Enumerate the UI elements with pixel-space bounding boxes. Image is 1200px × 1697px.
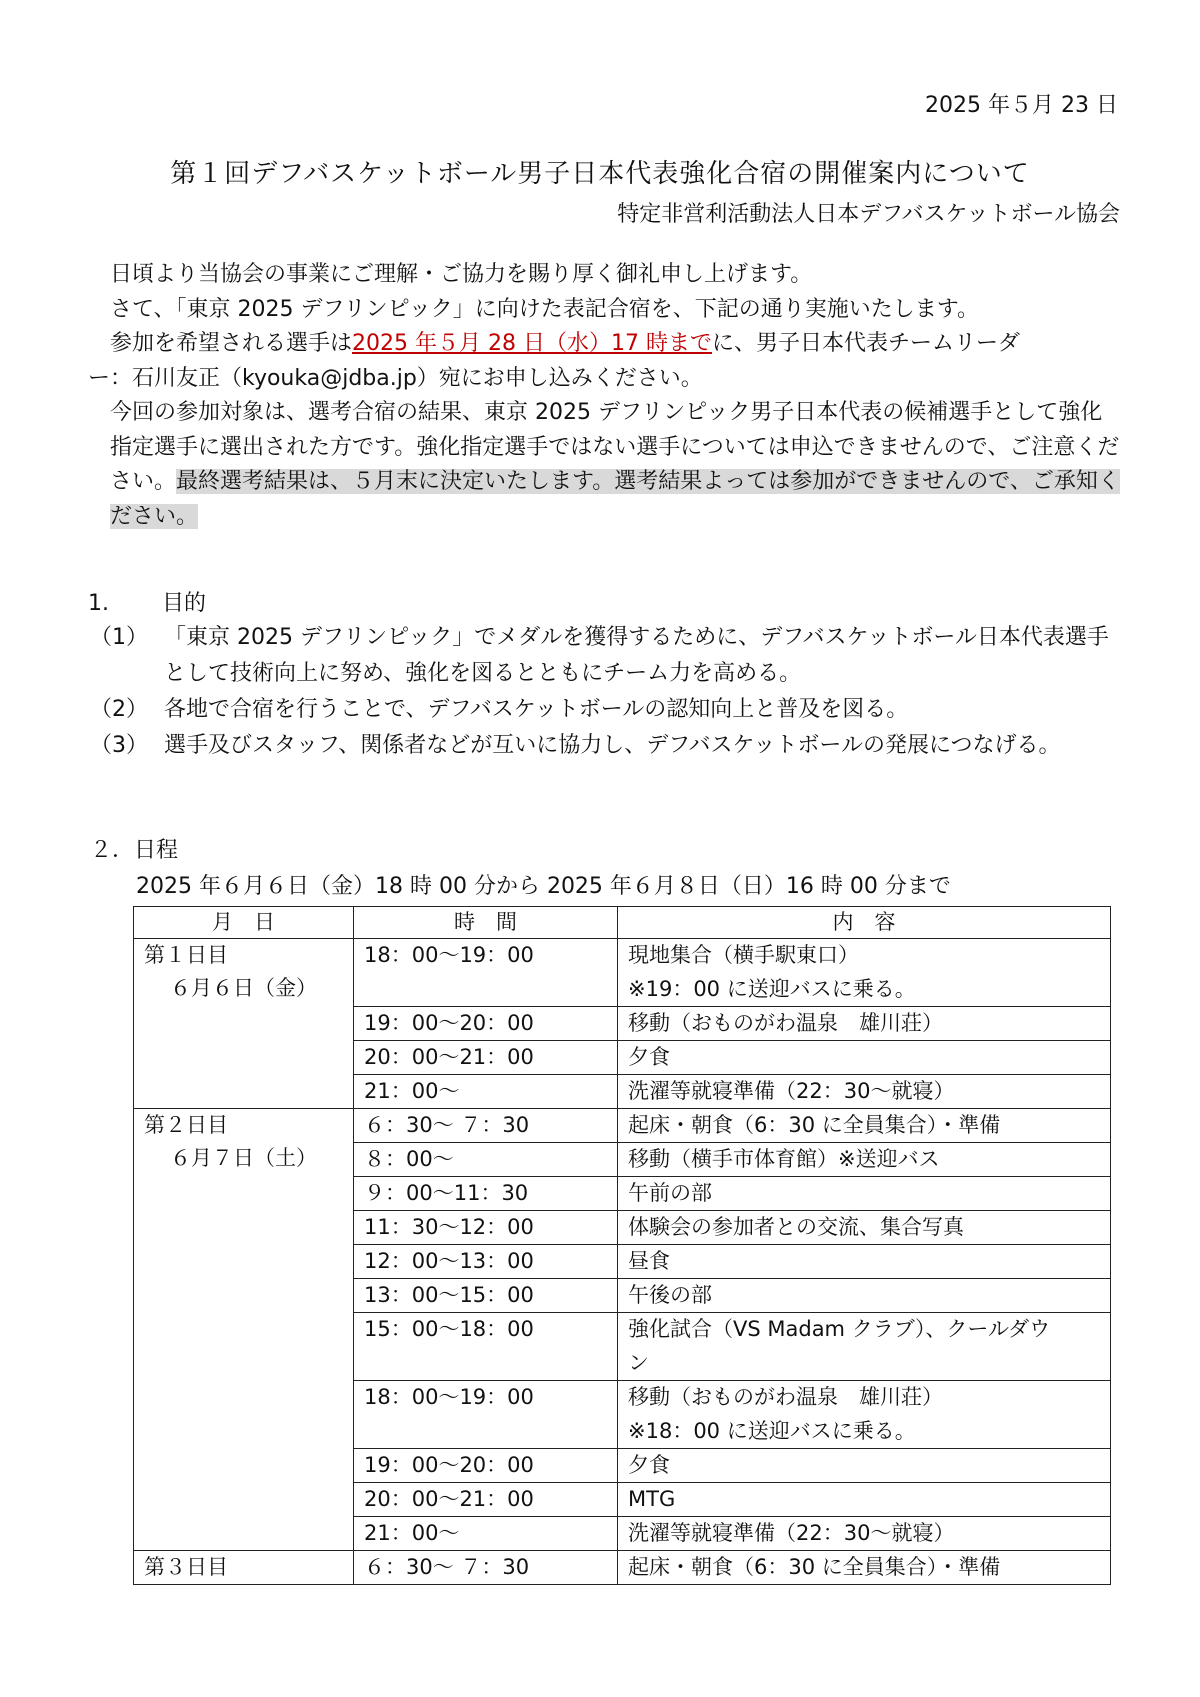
section-1-heading [88, 586, 206, 617]
schedule-table [133, 906, 1111, 1585]
content-cell: MTG [618, 1483, 1111, 1517]
time-cell: 13：00～15：00 [354, 1279, 618, 1313]
header-time: 時 間 [354, 907, 618, 939]
list-item-text: 各地で合宿を行うことで、デフバスケットボールの認知向上と普及を図る。 [164, 697, 909, 722]
intro-paragraph-3 [88, 327, 1122, 362]
time-cell: ６：30～ ７：30 [354, 1551, 618, 1585]
day-label: 第１日目 [144, 943, 228, 967]
day-date: ６月６日（金） [170, 976, 317, 1000]
organization-name: 特定非営利活動法人日本デフバスケットボール協会 [617, 202, 1120, 227]
time-cell: 19：00～20：00 [354, 1007, 618, 1041]
content-cell: 起床・朝食（6：30 に全員集合）・準備 [618, 1551, 1111, 1585]
content-cell: 体験会の参加者との交流、集合写真 [618, 1211, 1111, 1245]
application-deadline: 2025 年５月 28 日（水）17 時まで [352, 331, 712, 356]
content-cell: 移動（おものがわ温泉 雄川荘） [618, 1007, 1111, 1041]
list-item-marker: （2） [90, 697, 148, 722]
section-1-title: 目的 [162, 591, 207, 616]
content-note: ※19：00 に送迎バスに乗る。 [628, 977, 916, 1001]
schedule-range: 2025 年６月６日（金）18 時 00 分から 2025 年６月８日（日）16 時 00 分まで [136, 874, 951, 899]
day-cell [134, 1551, 354, 1585]
content-cell [618, 1313, 1111, 1381]
content-line: 現地集合（横手駅東口） [628, 943, 859, 967]
time-cell: 20：00～21：00 [354, 1041, 618, 1075]
list-item [90, 728, 1122, 764]
document-title: 第１回デフバスケットボール男子日本代表強化合宿の開催案内について [170, 159, 1030, 189]
intro-text [88, 258, 1122, 534]
table-header-row [134, 907, 1111, 939]
list-item-text: 選手及びスタッフ、関係者などが互いに協力し、デフバスケットボールの発展につなげる。 [164, 733, 1061, 758]
header-date: 月 日 [134, 907, 354, 939]
intro-paragraph-4 [88, 396, 1122, 534]
day-label: 第２日目 [144, 1113, 228, 1137]
time-cell: ６：30～ ７：30 [354, 1109, 618, 1143]
intro-paragraph-1: 日頃より当協会の事業にご理解・ご協力を賜り厚く御礼申し上げます。 [110, 262, 813, 287]
time-cell: 18：00～19：00 [354, 939, 618, 1007]
document-date: 2025 年５月 23 日 [925, 93, 1118, 118]
content-cell: 午前の部 [618, 1177, 1111, 1211]
time-cell: 19：00～20：00 [354, 1449, 618, 1483]
time-cell: 21：00～ [354, 1517, 618, 1551]
content-cell: 移動（横手市体育館）※送迎バス [618, 1143, 1111, 1177]
time-cell: 11：30～12：00 [354, 1211, 618, 1245]
time-cell: 18：00～19：00 [354, 1381, 618, 1449]
time-cell: 21：00～ [354, 1075, 618, 1109]
list-item [90, 620, 1122, 692]
time-cell: 12：00～13：00 [354, 1245, 618, 1279]
day-date: ６月７日（土） [170, 1146, 317, 1170]
content-note: ※18：00 に送迎バスに乗る。 [628, 1419, 916, 1443]
time-cell: 20：00～21：00 [354, 1483, 618, 1517]
intro-p3-before: 参加を希望される選手は [110, 331, 353, 356]
content-line: 強化試合（VS Madam クラブ）、クールダウ [628, 1317, 1051, 1341]
day-cell [134, 1109, 354, 1551]
table-row [134, 1109, 1111, 1143]
time-cell: ８：00～ [354, 1143, 618, 1177]
list-item-marker: （1） [90, 625, 148, 650]
content-cell: 起床・朝食（6：30 に全員集合）・準備 [618, 1109, 1111, 1143]
purpose-list [90, 620, 1122, 764]
intro-p3-after: に、男子日本代表チームリーダ [711, 331, 1020, 356]
content-line-continued: ン [628, 1351, 649, 1375]
content-cell: 夕食 [618, 1449, 1111, 1483]
list-item [90, 692, 1122, 728]
intro-p4-text: 今回の参加対象は、選考合宿の結果、東京 2025 デフリンピック男子日本代表の候補選手として強化指定選手に選出された方です。強化指定選手ではない選手については申込できませんので、ご注意ください。 [110, 400, 1120, 494]
list-item-marker: （3） [90, 733, 148, 758]
day-label: 第３日目 [144, 1555, 228, 1579]
content-line: 移動（おものがわ温泉 雄川荘） [628, 1385, 943, 1409]
selection-notice-highlight: 最終選考結果は、５月末に決定いたします。選考結果よっては参加ができませんので、ご承知ください。 [110, 469, 1120, 529]
intro-paragraph-3-line2: ー：石川友正（kyouka@jdba.jp）宛にお申し込みください。 [88, 365, 703, 391]
content-cell: 夕食 [618, 1041, 1111, 1075]
time-cell: ９：00～11：30 [354, 1177, 618, 1211]
header-content: 内 容 [618, 907, 1111, 939]
section-1-number: 1. [88, 591, 109, 616]
content-cell: 午後の部 [618, 1279, 1111, 1313]
list-item-text: 「東京 2025 デフリンピック」でメダルを獲得するために、デフバスケットボール日本代表選手として技術向上に努め、強化を図るとともにチーム力を高める。 [164, 625, 1109, 686]
table-row [134, 939, 1111, 1007]
content-cell [618, 1381, 1111, 1449]
content-cell: 洗濯等就寝準備（22：30～就寝） [618, 1075, 1111, 1109]
day-cell [134, 939, 354, 1109]
section-2-heading: ２．日程 [90, 838, 179, 863]
content-cell [618, 939, 1111, 1007]
table-row [134, 1551, 1111, 1585]
content-cell: 昼食 [618, 1245, 1111, 1279]
intro-paragraph-2: さて、「東京 2025 デフリンピック」に向けた表記合宿を、下記の通り実施いたします。 [110, 296, 980, 322]
time-cell: 15：00～18：00 [354, 1313, 618, 1381]
content-cell: 洗濯等就寝準備（22：30～就寝） [618, 1517, 1111, 1551]
